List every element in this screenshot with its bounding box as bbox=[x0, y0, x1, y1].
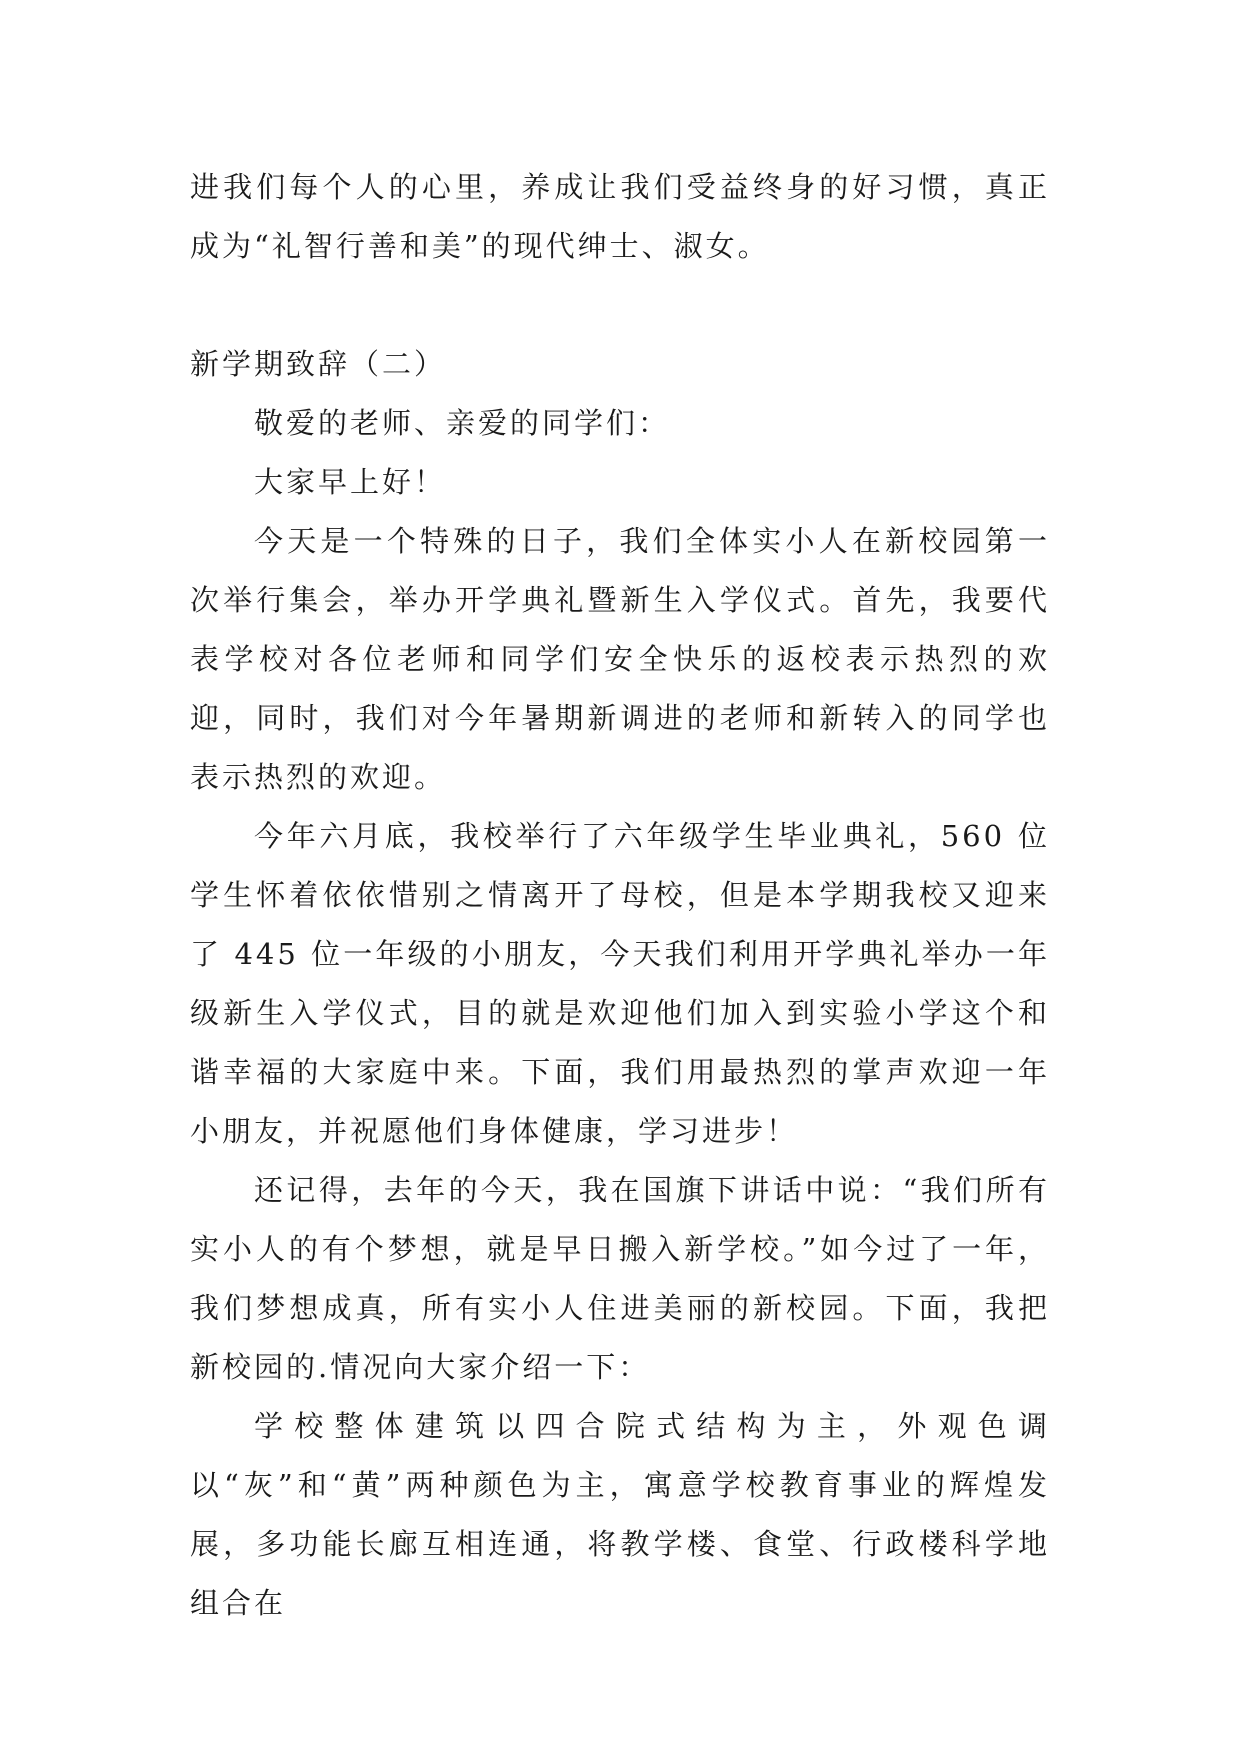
section-title: 新学期致辞（二） bbox=[190, 347, 447, 381]
body-paragraph-3: 还记得，去年的今天，我在国旗下讲话中说：“我们所有实小人的有个梦想，就是早日搬入新学校。”如今过了一年，我们梦想成真，所有实小人住进美丽的新校园。下面，我把新校园的.情况向大家介绍一下： bbox=[190, 1173, 1050, 1384]
document-body bbox=[190, 158, 1050, 1633]
body-paragraph-2: 今年六月底，我校举行了六年级学生毕业典礼，560 位学生怀着依依惜别之情离开了母校，但是本学期我校又迎来了 445 位一年级的小朋友，今天我们利用开学典礼举办一年级新生入学仪式，目的就是欢迎他们加入到实验小学这个和谐幸福的大家庭中来。下面，我们用最热烈的掌声欢迎一年小朋友，并祝愿他们身体健康，学习进步！ bbox=[190, 819, 1050, 1148]
greeting: 大家早上好！ bbox=[254, 465, 447, 499]
body-paragraph-1: 今天是一个特殊的日子，我们全体实小人在新校园第一次举行集会，举办开学典礼暨新生入学仪式。首先，我要代表学校对各位老师和同学们安全快乐的返校表示热烈的欢迎，同时，我们对今年暑期新调进的老师和新转入的同学也表示热烈的欢迎。 bbox=[190, 524, 1050, 794]
fragment-paragraph: 进我们每个人的心里，养成让我们受益终身的好习惯，真正成为“礼智行善和美”的现代绅士、淑女。 bbox=[190, 170, 1050, 263]
salutation: 敬爱的老师、亲爱的同学们： bbox=[254, 406, 671, 440]
body-paragraph-4: 学校整体建筑以四合院式结构为主，外观色调以“灰”和“黄”两种颜色为主，寓意学校教育事业的辉煌发展，多功能长廊互相连通，将教学楼、食堂、行政楼科学地组合在 bbox=[190, 1409, 1050, 1620]
